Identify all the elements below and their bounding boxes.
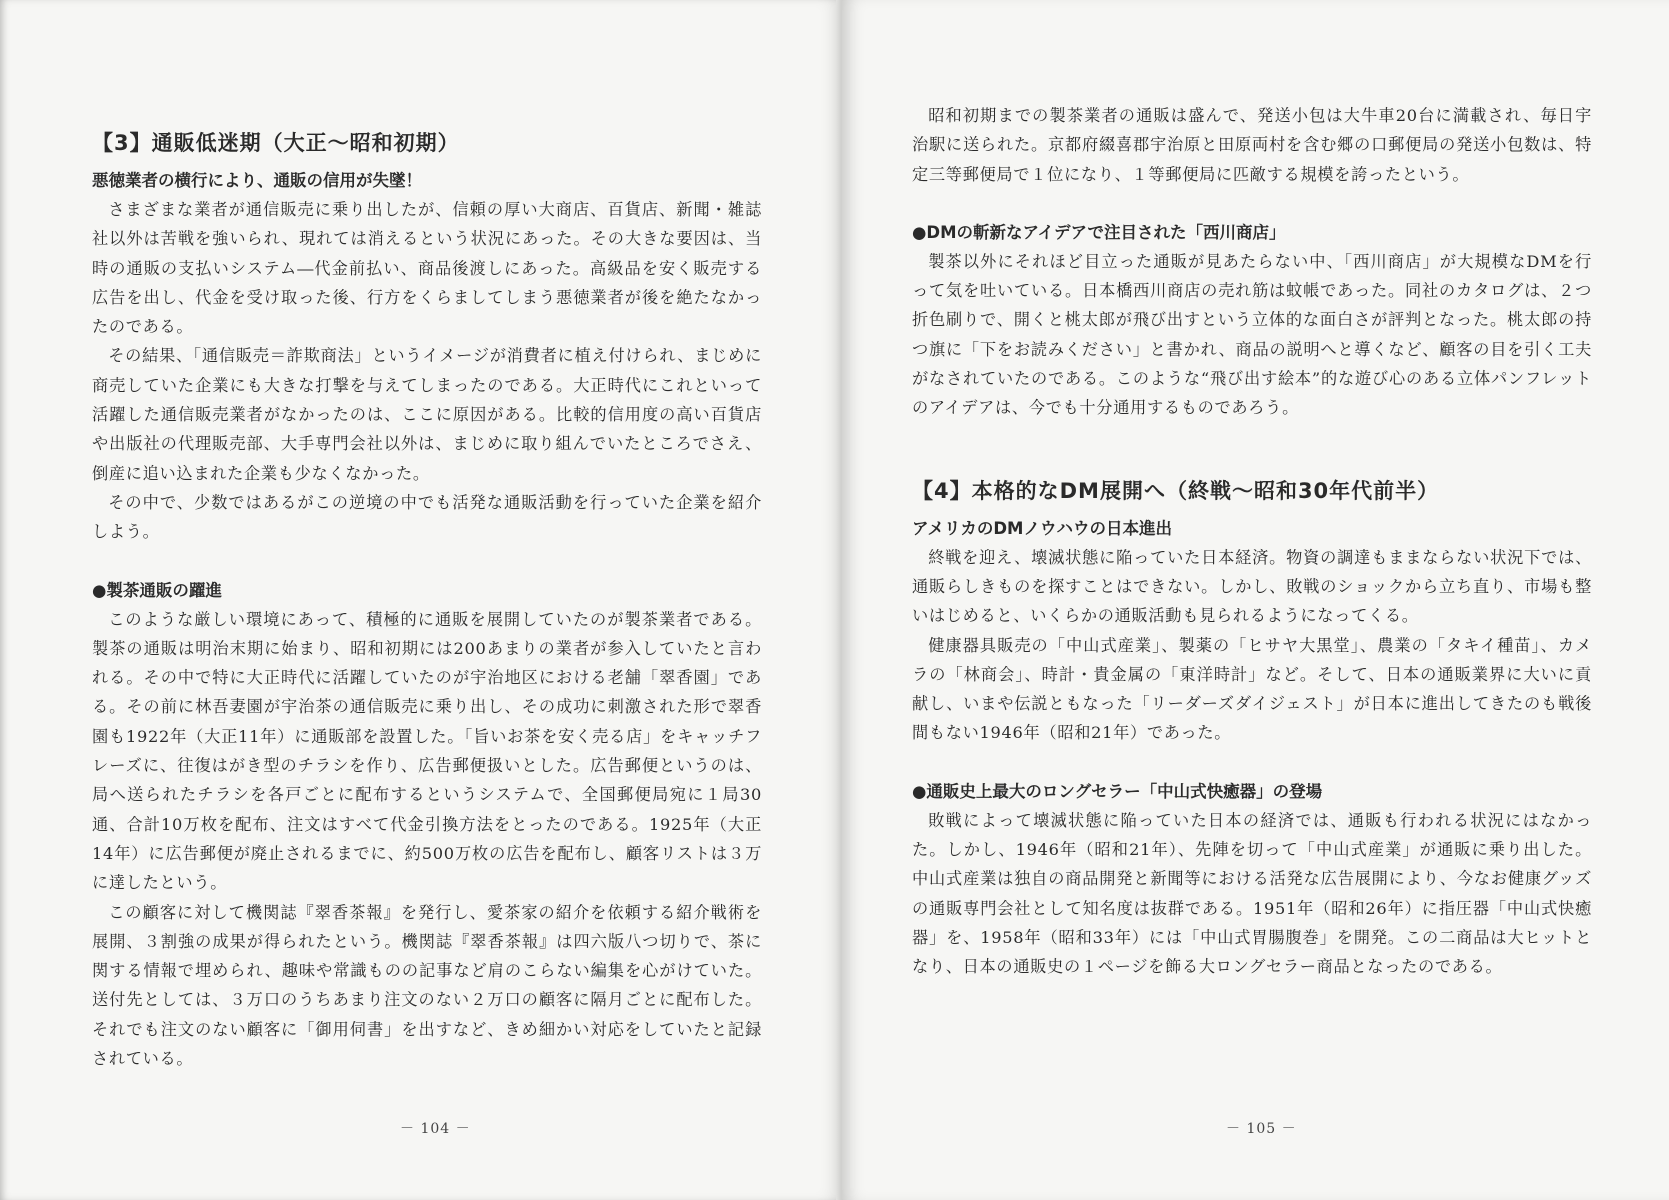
left-page-column [92,127,762,1073]
paragraph: 終戦を迎え、壊滅状態に陥っていた日本経済。物資の調達もままならない状況下では、通販らしきものを探すことはできない。しかし、敗戦のショックから立ち直り、市場も整いはじめると、いくらかの通販活動も見られるようになってくる。 [912,547,1592,626]
paragraph: この顧客に対して機関誌『翠香茶報』を発行し、愛茶家の紹介を依頼する紹介戦術を展開、３割強の成果が得られたという。機関誌『翠香茶報』は四六版八つ切りで、茶に関する情報で埋められ、趣味や常識ものの記事など肩のこらない編集を心がけていた。送付先としては、３万口のうちあまり注文のない２万口の顧客に隔月ごとに配布した。それでも注文のない顧客に「御用伺書」を出すなど、きめ細かい対応をしていたと記録されている。 [92,902,763,1069]
sub-title-tea-mailorder: ●製茶通販の躍進 [92,580,222,600]
paragraph: このような厳しい環境にあって、積極的に通販を展開していたのが製茶業者である。製茶の通販は明治末期に始まり、昭和初期には200あまりの業者が参入していたと言われる。その中で特に大正時代に活躍していたのが宇治地区における老舗「翠香園」である。その前に林吾妻園が宇治茶の通信販売に乗り出し、その成功に刺激された形で翠香園も1922年（大正11年）に通販部を設置した。「旨いお茶を安く売る店」をキャッチフレーズに、往復はがき型のチラシを作り、広告郵便扱いとした。広告郵便というのは、局へ送られたチラシを各戸ごとに配布するというシステムで、全国郵便局宛に１局30通、合計10万枚を配布、注文はすべて代金引換方法をとったのである。1925年（大正14年）に広告郵便が廃止されるまでに、約500万枚の広告を配布し、顧客リストは３万に達したという。 [92,609,762,893]
paragraph: その中で、少数ではあるがこの逆境の中でも活発な通販活動を行っていた企業を紹介しよう。 [92,492,762,542]
sub-title-fraud: 悪徳業者の横行により、通販の信用が失墜！ [92,171,422,190]
section-title-3: 【3】通販低迷期（大正〜昭和初期） [92,131,460,155]
paragraph: 健康器具販売の「中山式産業」、製薬の「ヒサヤ大黒堂」、農業の「タキイ種苗」、カメラの「林商会」、時計・貴金属の「東洋時計」など。そして、日本の通販業界に大いに貢献し、いまや伝説ともなった「リーダーズダイジェスト」が日本に進出してきたのも戦後間もない1946年（昭和21年）であった。 [912,635,1592,743]
page-number-right: － 105 － [1226,1121,1297,1137]
paragraph: 昭和初期までの製茶業者の通販は盛んで、発送小包は大牛車20台に満載され、毎日宇治駅に送られた。京都府綴喜郡宇治原と田原両村を含む郷の口郵便局の発送小包数は、特定三等郵便局で１位になり、１等郵便局に匹敵する規模を誇ったという。 [912,106,1592,184]
paragraph: さまざまな業者が通信販売に乗り出したが、信頼の厚い大商店、百貨店、新聞・雑誌社以外は苦戦を強いられ、現れては消えるという状況にあった。その大きな要因は、当時の通販の支払いシステム―代金前払い、商品後渡しにあった。高級品を安く販売する広告を出し、代金を受け取った後、行方をくらましてしまう悪徳業者が後を絶たなかったのである。 [92,200,762,337]
sub-title-nakayama: ●通販史上最大のロングセラー「中山式快癒器」の登場 [912,781,1323,801]
sub-title-nishikawa: ●DMの斬新なアイデアで注目された「西川商店」 [912,222,1286,242]
page-number-left: － 104 － [400,1121,471,1137]
sub-title-american-dm: アメリカのDMノウハウの日本進出 [912,518,1172,538]
paragraph: 製茶以外にそれほど目立った通販が見あたらない中、「西川商店」が大規模なDMを行って気を吐いている。日本橋西川商店の売れ筋は蚊帳であった。同社のカタログは、２つ折色刷りで、開くと桃太郎が飛び出すという立体的な面白さが評判となった。桃太郎の持つ旗に「下をお読みください」と書かれ、商品の説明へと導くなど、顧客の目を引く工夫がなされていたのである。このような“飛び出す絵本”的な遊び心のある立体パンフレットのアイデアは、今でも十分通用するものであろう。 [912,251,1592,418]
right-page [842,0,1669,1200]
paragraph: 敗戦によって壊滅状態に陥っていた日本の経済では、通販も行われる状況にはなかった。しかし、1946年（昭和21年）、先陣を切って「中山式産業」が通販に乗り出した。中山式産業は独自の商品開発と新聞等における活発な広告展開により、今なお健康グッズの通販専門会社として知名度は抜群である。1951年（昭和26年）に指圧器「中山式快癒器」を、1958年（昭和33年）には「中山式胃腸腹巻」を開発。この二商品は大ヒットとなり、日本の通販史の１ページを飾る大ロングセラー商品となったのである。 [912,810,1592,977]
section-title-4: 【4】本格的なDM展開へ（終戦〜昭和30年代前半） [912,478,1440,503]
right-page-column [912,101,1592,982]
paragraph: その結果、「通信販売＝詐欺商法」というイメージが消費者に植え付けられ、まじめに商売していた企業にも大きな打撃を与えてしまったのである。大正時代にこれといって活躍した通信販売業者がなかったのは、ここに原因がある。比較的信用度の高い百貨店や出版社の代理販売部、大手専門会社以外は、まじめに取り組んでいたところでさえ、倒産に追い込まれた企業も少なくなかった。 [92,346,762,483]
